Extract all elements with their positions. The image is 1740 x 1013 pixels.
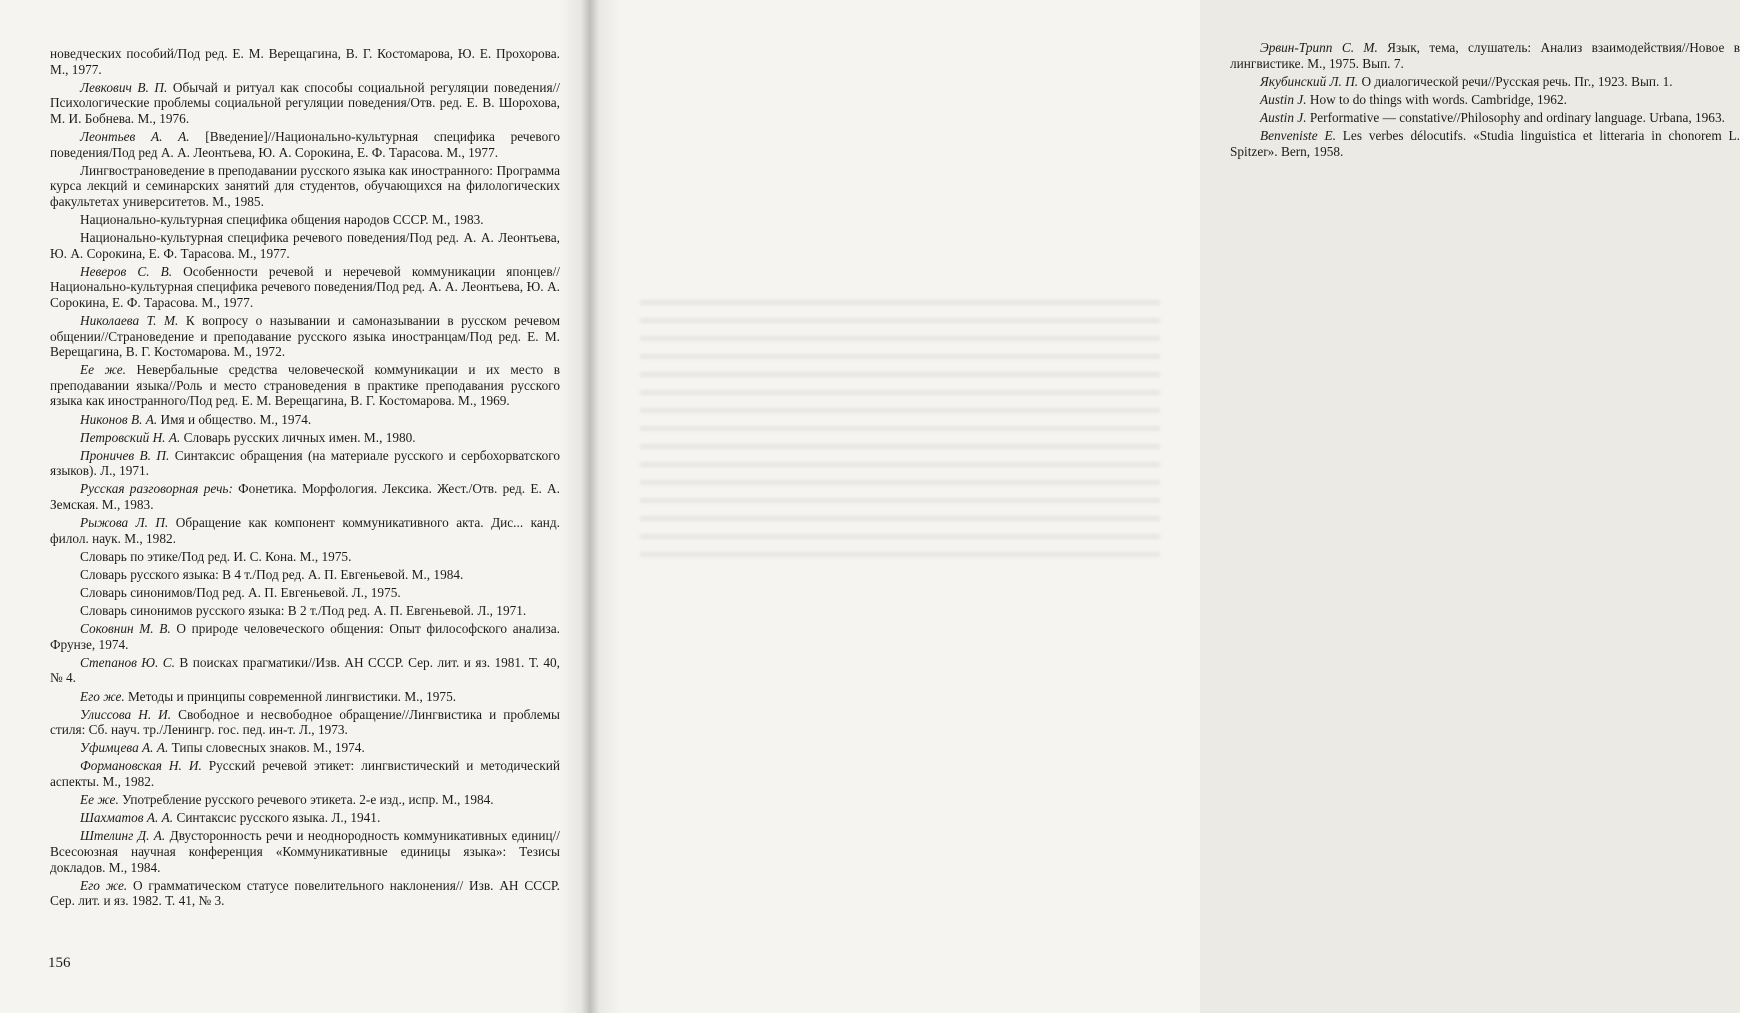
entry-author: Рыжова Л. П. xyxy=(80,515,169,531)
entry-text: В поисках прагматики//Изв. АН СССР. Сер. лит. и яз. 1981. Т. 40, № 4. xyxy=(50,654,560,686)
bibliography-entry xyxy=(50,689,560,705)
entry-author: Якубинский Л. П. xyxy=(1260,73,1359,89)
bibliography-entry xyxy=(50,129,560,160)
entry-text: Русский речевой этикет: лингвистический и методический аспекты. М., 1982. xyxy=(50,758,560,790)
bibliography-entry xyxy=(50,810,560,826)
bibliography-entry xyxy=(1230,92,1740,108)
entry-author: Benveniste E. xyxy=(1260,127,1336,143)
entry-text: Словарь русских личных имен. М., 1980. xyxy=(180,429,416,445)
bibliography-entry xyxy=(50,828,560,875)
bibliography-entry xyxy=(50,412,560,428)
bibliography-entry xyxy=(50,707,560,738)
bibliography-entry xyxy=(50,758,560,789)
right-page xyxy=(590,0,1740,1013)
bibliography-entry xyxy=(50,430,560,446)
bibliography-entry xyxy=(50,46,560,77)
entry-author: Austin J. xyxy=(1260,109,1307,125)
entry-text: Словарь синонимов/Под ред. А. П. Евгеньевой. Л., 1975. xyxy=(80,585,401,600)
entry-text: Les verbes délocutifs. «Studia linguistica et litteraria in chonorem L. Spitzer». Bern, 1958. xyxy=(1230,127,1740,159)
entry-text: Национально-культурная специфика общения народов СССР. М., 1983. xyxy=(80,211,484,227)
entry-text: Словарь по этике/Под ред. И. С. Кона. М., 1975. xyxy=(80,548,352,564)
entry-author: Левкович В. П. xyxy=(80,79,168,95)
bibliography-entry xyxy=(50,878,560,909)
entry-author: Степанов Ю. С. xyxy=(80,654,175,670)
bibliography-entry xyxy=(50,313,560,360)
entry-text: Обычай и ритуал как способы социальной регуляции поведения//Психологические проблемы социальной регуляции поведения/Отв. ред. Е. В. Шорохова, М. И. Бобнева. М., 1976. xyxy=(50,79,560,126)
entry-author: Штелинг Д. А. xyxy=(80,828,166,844)
entry-text: Словарь синонимов русского языка: В 2 т./Под ред. А. П. Евгеньевой. Л., 1971. xyxy=(80,603,527,619)
entry-text: Словарь русского языка: В 4 т./Под ред. А. П. Евгеньевой. М., 1984. xyxy=(80,566,464,582)
entry-text: Свободное и несвободное обращение//Лингвистика и проблемы стиля: Сб. науч. тр./Ленингр. гос. пед. ин-т. Л., 1973. xyxy=(50,706,560,738)
entry-author: Леонтьев А. А. xyxy=(80,128,190,144)
entry-text: Имя и общество. М., 1974. xyxy=(157,411,312,427)
bibliography-entry xyxy=(50,163,560,210)
entry-author: Соковнин М. В. xyxy=(80,621,171,637)
bibliography-entry xyxy=(50,362,560,409)
entry-author: Неверов С. В. xyxy=(80,263,173,279)
entry-author: Улиссова Н. И. xyxy=(80,706,172,722)
entry-text: [Введение]//Национально-культурная специфика речевого поведения/Под ред А. А. Леонтьева, Ю. А. Сорокина, Е. Ф. Тарасова. М., 1977. xyxy=(50,128,560,160)
entry-author: Austin J. xyxy=(1260,91,1307,107)
entry-author: Русская разговорная речь: xyxy=(80,481,233,497)
bibliography-entry xyxy=(50,230,560,261)
entry-text: Невербальные средства человеческой коммуникации и их место в преподавании языка//Роль и место страноведения в практике преподавания русского языка как иностранного/Под ред. Е. М. Верещагина, В. Г. Костомарова. М., 1969. xyxy=(50,362,560,409)
entry-text: Обращение как компонент коммуникативного акта. Дис... канд. филол. наук. М., 1982. xyxy=(50,515,560,546)
bibliography-entry xyxy=(1230,74,1740,90)
bibliography-entry xyxy=(50,481,560,512)
entry-author: Петровский Н. А. xyxy=(80,429,181,445)
entry-text: Язык, тема, слушатель: Анализ взаимодействия//Новое в лингвистике. М., 1975. Вып. 7. xyxy=(1230,40,1740,71)
entry-author: Формановская Н. И. xyxy=(80,758,202,774)
bibliography-entry xyxy=(50,80,560,127)
entry-text: новедческих пособий/Под ред. Е. М. Верещагина, В. Г. Костомарова, Ю. Е. Прохорова. М., 1977. xyxy=(50,46,560,77)
entry-text: Типы словесных знаков. М., 1974. xyxy=(168,740,365,756)
entry-text: Двусторонность речи и неоднородность коммуникативных единиц//Всесоюзная научная конференция «Коммуникативные единицы языка»: Тезисы докладов. М., 1984. xyxy=(50,828,560,875)
entry-text: Фонетика. Морфология. Лексика. Жест./Отв. ред. Е. А. Земская. М., 1983. xyxy=(50,481,560,513)
left-bibliography-list xyxy=(50,46,560,911)
entry-author: Ее же. xyxy=(80,362,126,378)
bibliography-entry xyxy=(1230,128,1740,159)
bibliography-entry xyxy=(50,621,560,652)
entry-text: К вопросу о назывании и самоназывании в русском речевом общении//Страноведение и преподавание русского языка иностранцам/Под ред. Е. М. Верещагина, В. Г. Костомарова. М., 1972. xyxy=(50,313,560,360)
bibliography-entry xyxy=(50,603,560,619)
entry-text: How to do things with words. Cambridge, 1962. xyxy=(1306,91,1567,107)
entry-author: Его же. xyxy=(80,877,128,893)
entry-text: О природе человеческого общения: Опыт философского анализа. Фрунзе, 1974. xyxy=(50,621,560,652)
bibliography-entry xyxy=(50,212,560,228)
left-page xyxy=(0,0,590,1013)
bibliography-entry xyxy=(1230,40,1740,71)
entry-text: Употребление русского речевого этикета. 2-е изд., испр. М., 1984. xyxy=(118,792,494,808)
entry-author: Николаева Т. М. xyxy=(80,313,179,328)
bibliography-entry xyxy=(50,264,560,311)
bibliography-entry xyxy=(50,515,560,546)
bibliography-entry xyxy=(50,792,560,808)
bibliography-entry xyxy=(50,740,560,756)
entry-text: О диалогической речи//Русская речь. Пг., 1923. Вып. 1. xyxy=(1358,73,1673,89)
entry-text: Синтаксис русского языка. Л., 1941. xyxy=(173,810,381,826)
entry-text: Лингвострановедение в преподавании русского языка как иностранного: Программа курса лекций и семинарских занятий для студентов, обучающихся на филологических факультетах университетов. М., 1985. xyxy=(50,162,560,209)
entry-text: Методы и принципы современной лингвистики. М., 1975. xyxy=(124,688,457,704)
bibliography-entry xyxy=(50,585,560,601)
entry-author: Ее же. xyxy=(80,792,119,808)
entry-text: Синтаксис обращения (на материале русского и сербохорватского языков). Л., 1971. xyxy=(50,447,560,479)
entry-author: Эрвин-Трипп С. М. xyxy=(1260,40,1378,55)
bibliography-entry xyxy=(50,448,560,479)
entry-text: О грамматическом статусе повелительного наклонения// Изв. АН СССР. Сер. лит. и яз. 1982. Т. 41, № 3. xyxy=(50,877,560,909)
entry-author: Шахматов А. А. xyxy=(80,810,174,826)
entry-text: Performative — constative//Philosophy and ordinary language. Urbana, 1963. xyxy=(1306,109,1725,125)
entry-text: Национально-культурная специфика речевого поведения/Под ред. А. А. Леонтьева, Ю. А. Сорокина, Е. Ф. Тарасова. М., 1977. xyxy=(50,230,560,261)
bibliography-entry xyxy=(1230,110,1740,126)
entry-text: Особенности речевой и неречевой коммуникации японцев//Национально-культурная специфика речевого поведения/Под ред. А. А. Леонтьева, Ю. А. Сорокина, Е. Ф. Тарасова. М., 1977. xyxy=(50,263,560,310)
bibliography-entry xyxy=(50,655,560,686)
bibliography-entry xyxy=(50,567,560,583)
right-bibliography-list xyxy=(1230,40,1740,162)
entry-author: Проничев В. П. xyxy=(80,447,170,463)
entry-author: Уфимцева А. А. xyxy=(80,740,169,756)
page-number: 156 xyxy=(48,955,71,971)
entry-author: Никонов В. А. xyxy=(80,411,158,427)
bibliography-entry xyxy=(50,549,560,565)
entry-author: Его же. xyxy=(80,688,125,704)
